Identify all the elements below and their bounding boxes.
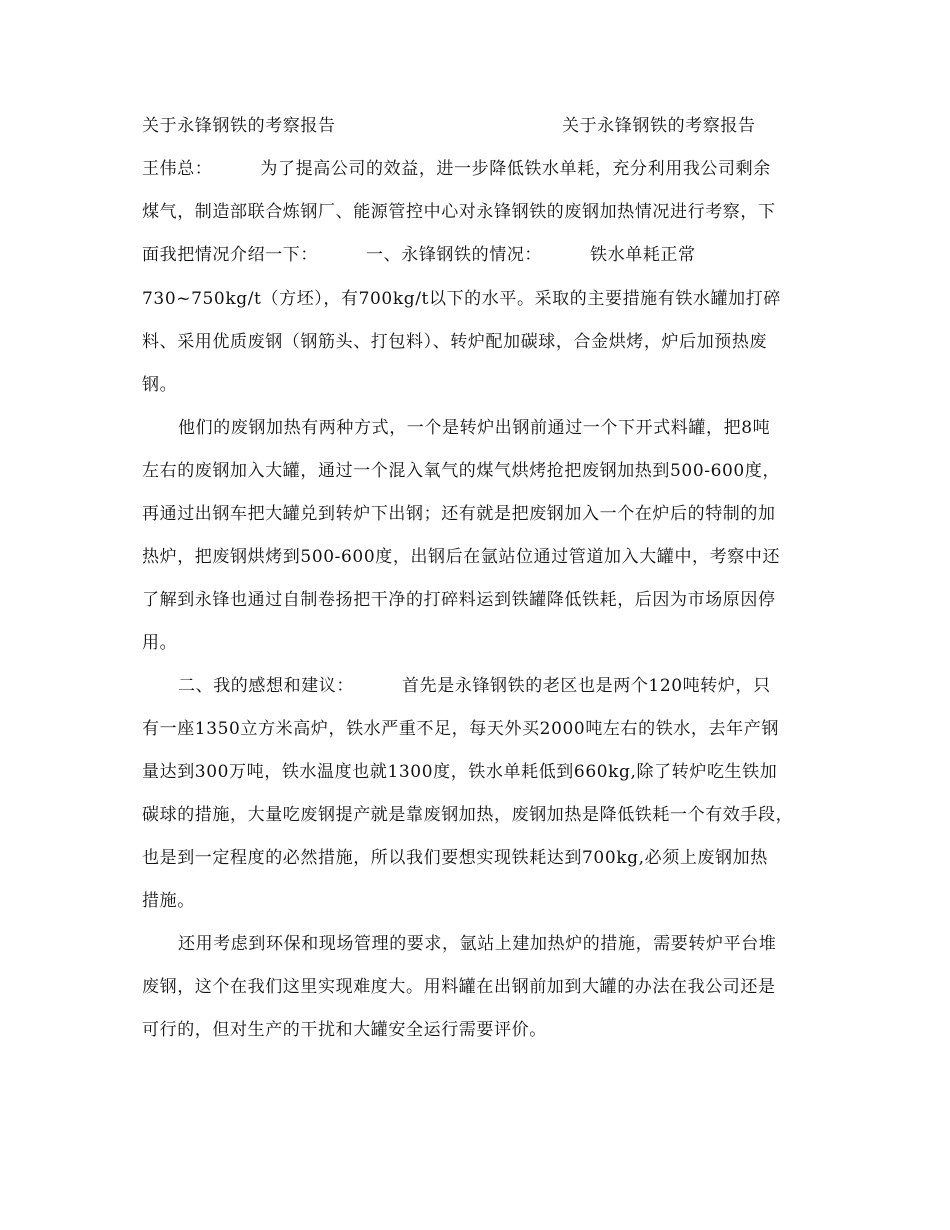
paragraph-line: 还用考虑到环保和现场管理的要求，氩站上建加热炉的措施，需要转炉平台堆 bbox=[178, 934, 777, 954]
paragraph-line: 可行的，但对生产的干扰和大罐安全运行需要评价。 bbox=[142, 1020, 547, 1040]
paragraph-line: 二、我的感想和建议： 首先是永锋钢铁的老区也是两个120吨转炉，只 bbox=[178, 676, 771, 696]
paragraph-line: 有一座1350立方米高炉，铁水严重不足，每天外买2000吨左右的铁水，去年产钢 bbox=[142, 719, 779, 739]
paragraph-line: 热炉，把废钢烘烤到500-600度，出钢后在氩站位通过管道加入大罐中，考察中还 bbox=[142, 547, 781, 567]
document-title-duplicate: 关于永锋钢铁的考察报告 bbox=[562, 116, 756, 136]
paragraph-line: 料、采用优质废钢（钢筋头、打包料）、转炉配加碳球，合金烘烤，炉后加预热废 bbox=[142, 332, 768, 352]
paragraph-line: 措施。 bbox=[142, 891, 195, 911]
paragraph-line: 730~750kg/t（方坯），有700kg/t以下的水平。采取的主要措施有铁水罐加打碎 bbox=[142, 289, 781, 309]
document-title: 关于永锋钢铁的考察报告 bbox=[142, 116, 336, 136]
paragraph-line: 也是到一定程度的必然措施，所以我们要想实现铁耗达到700kg,必须上废钢加热 bbox=[142, 848, 768, 868]
paragraph-line: 量达到300万吨，铁水温度也就1300度，铁水单耗低到660kg,除了转炉吃生铁加 bbox=[142, 762, 778, 782]
paragraph-line: 钢。 bbox=[142, 375, 178, 395]
paragraph-line: 碳球的措施，大量吃废钢提产就是靠废钢加热，废钢加热是降低铁耗一个有效手段， bbox=[142, 805, 794, 825]
paragraph-line: 左右的废钢加入大罐，通过一个混入氧气的煤气烘烤抢把废钢加热到500-600度， bbox=[142, 461, 781, 481]
paragraph-line: 面我把情况介绍一下： 一、永锋钢铁的情况： 铁水单耗正常 bbox=[142, 245, 696, 265]
paragraph-line: 王伟总： 为了提高公司的效益，进一步降低铁水单耗，充分利用我公司剩余 bbox=[142, 159, 771, 179]
paragraph-line: 煤气，制造部联合炼钢厂、能源管控中心对永锋钢铁的废钢加热情况进行考察，下 bbox=[142, 202, 776, 222]
paragraph-line: 他们的废钢加热有两种方式，一个是转炉出钢前通过一个下开式料罐，把8吨 bbox=[178, 418, 771, 438]
paragraph-line: 用。 bbox=[142, 633, 178, 653]
paragraph-line: 再通过出钢车把大罐兑到转炉下出钢；还有就是把废钢加入一个在炉后的特制的加 bbox=[142, 504, 776, 524]
paragraph-line: 废钢，这个在我们这里实现难度大。用料罐在出钢前加到大罐的办法在我公司还是 bbox=[142, 977, 776, 997]
paragraph-line: 了解到永锋也通过自制卷扬把干净的打碎料运到铁罐降低铁耗，后因为市场原因停 bbox=[142, 590, 776, 610]
